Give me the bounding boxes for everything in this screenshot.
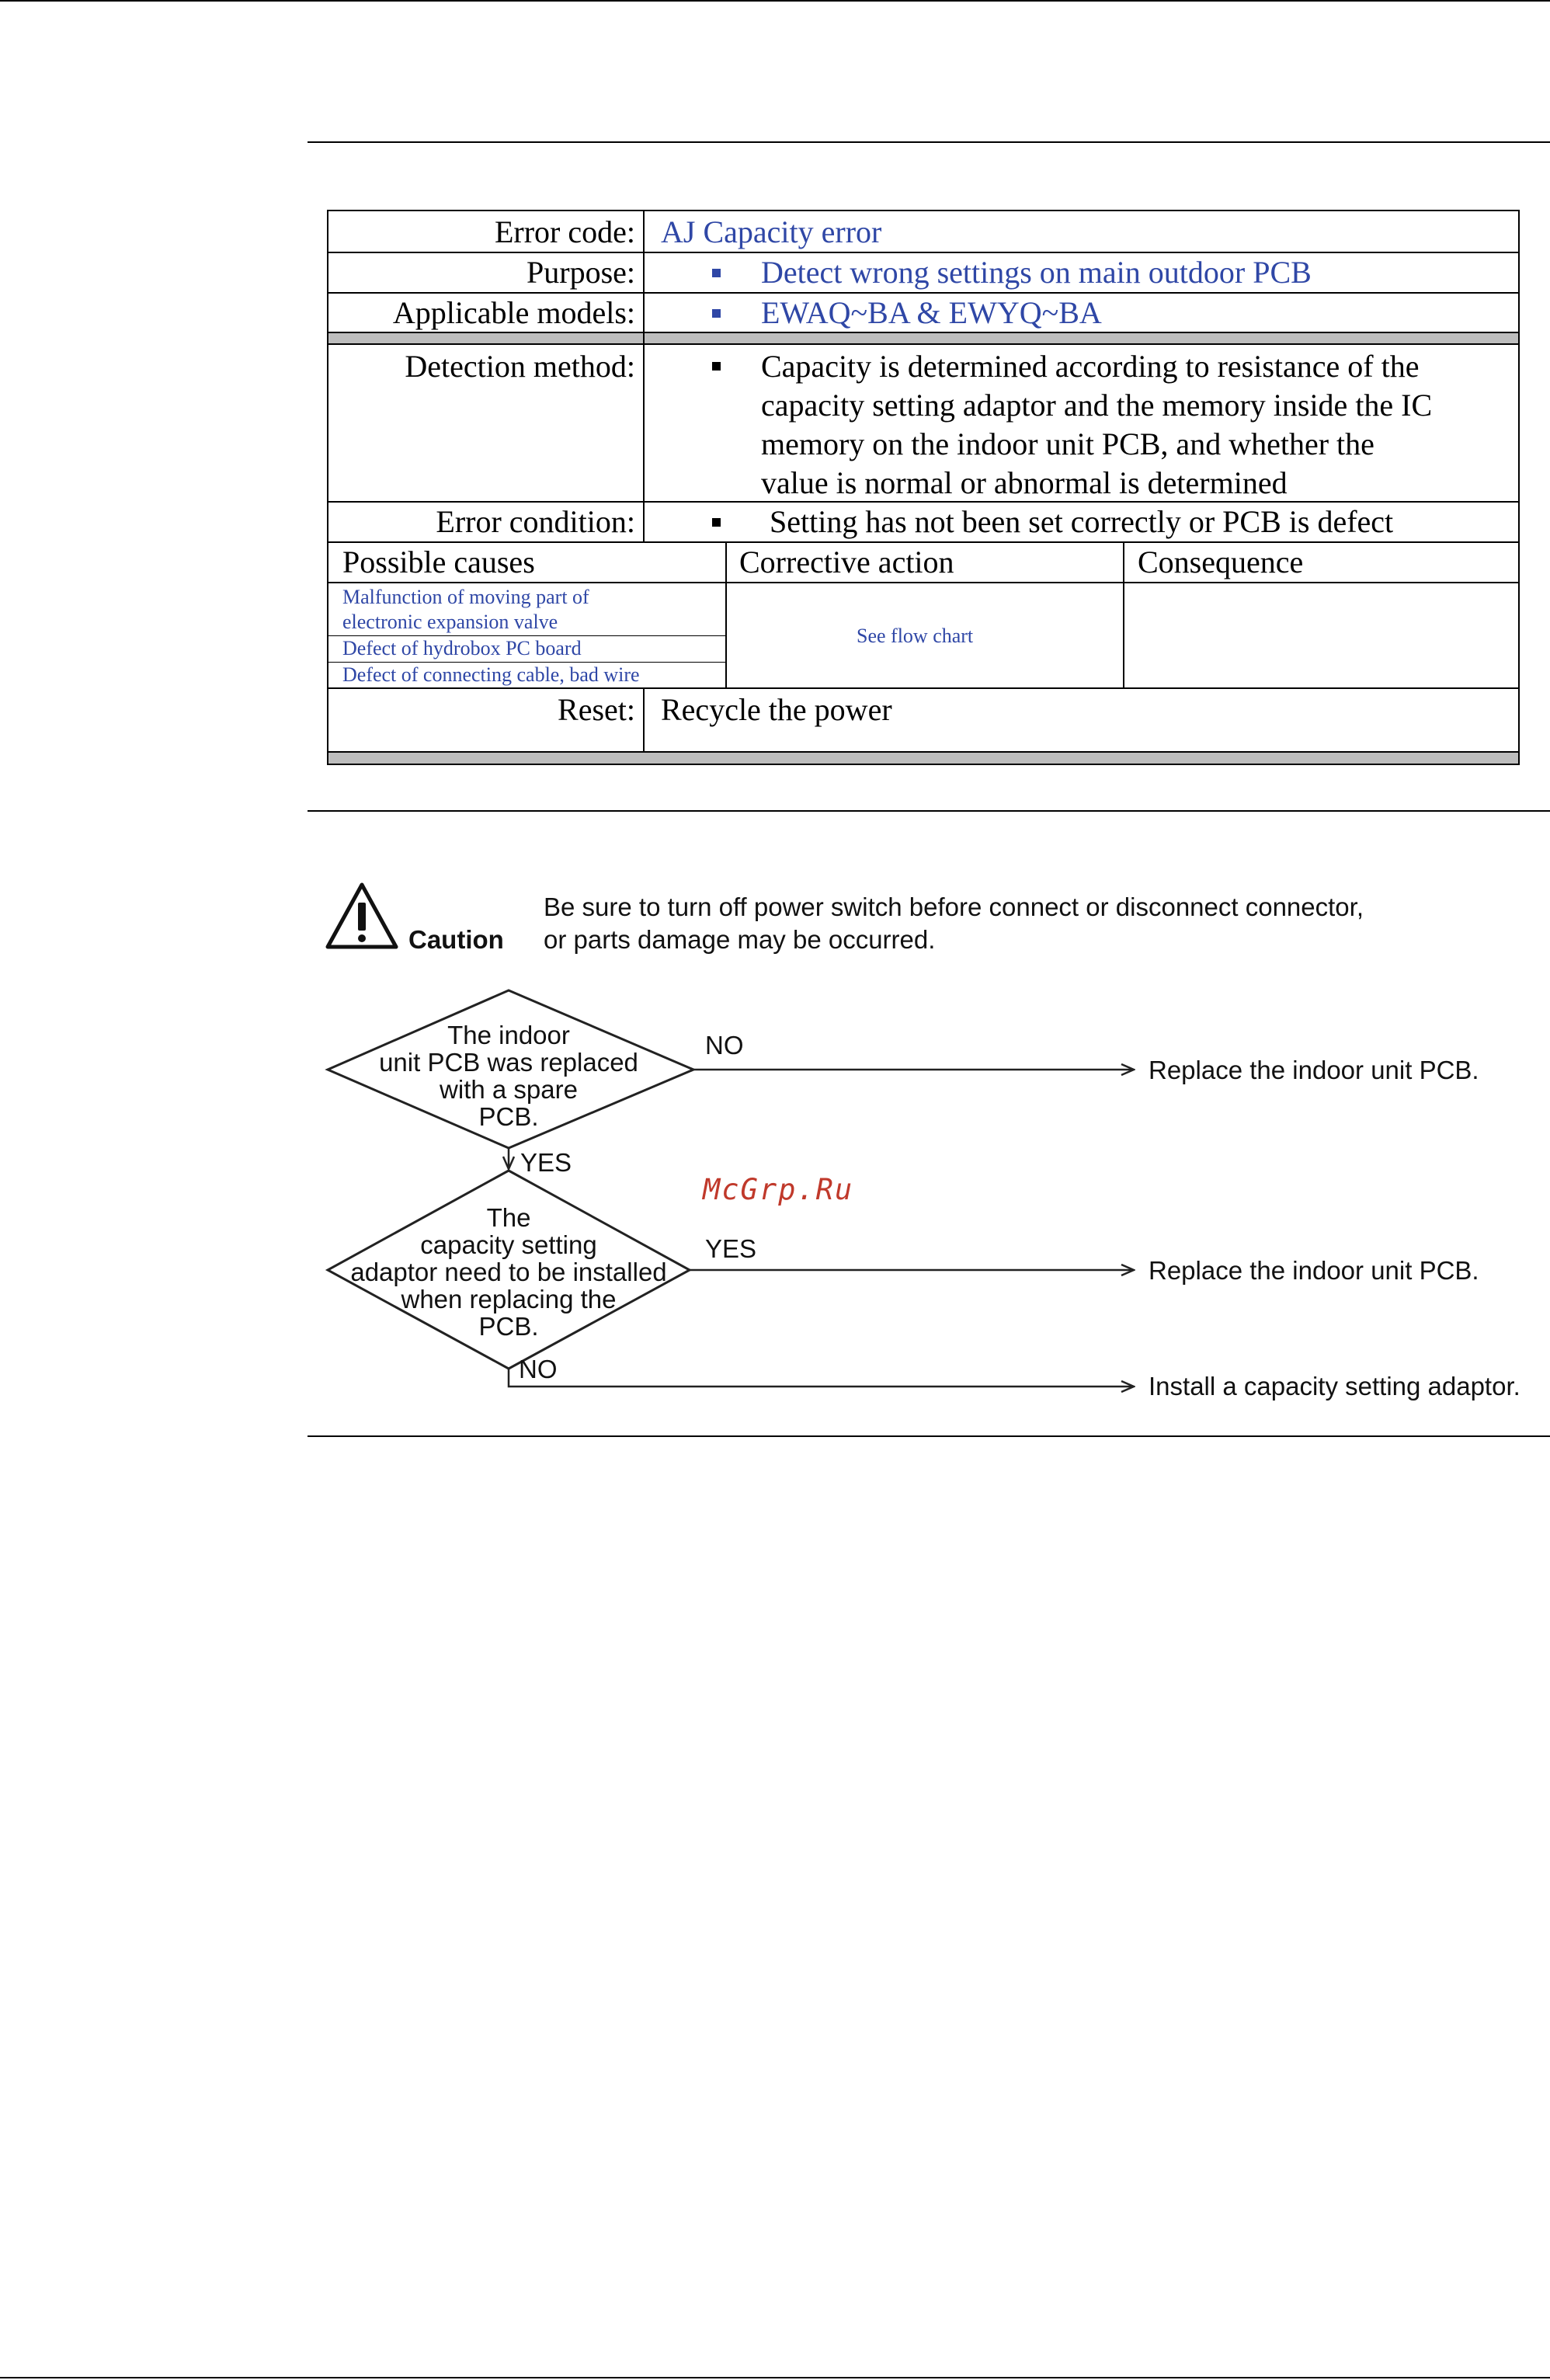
models-label: Applicable models: — [392, 295, 635, 330]
decision-line: The indoor — [447, 1021, 570, 1049]
decision-line: with a spare — [440, 1075, 578, 1104]
cause-item: Defect of hydrobox PC board — [342, 637, 582, 659]
detection-line: Capacity is determined according to resistance of the — [761, 349, 1420, 384]
models-value: EWAQ~BA & EWYQ~BA — [761, 295, 1102, 330]
detection-line: value is normal or abnormal is determined — [761, 465, 1288, 500]
reset-value: Recycle the power — [661, 692, 892, 727]
cause-item: Defect of connecting cable, bad wire — [342, 663, 640, 686]
caution-line: Be sure to turn off power switch before connect or disconnect connector, — [544, 893, 1364, 921]
detection-label: Detection method: — [405, 349, 635, 384]
q2-yes-label: YES — [705, 1234, 757, 1263]
q2-no-label: NO — [519, 1355, 558, 1383]
arrow-q2-no — [509, 1369, 1134, 1387]
decision-line: adaptor need to be installed — [350, 1258, 667, 1286]
q2-yes-result: Replace the indoor unit PCB. — [1149, 1256, 1479, 1285]
purpose-label: Purpose: — [527, 255, 635, 290]
action-value: See flow chart — [857, 625, 974, 647]
q2-no-result: Install a capacity setting adaptor. — [1149, 1372, 1520, 1401]
q1-yes-label: YES — [520, 1148, 572, 1177]
q1-no-label: NO — [705, 1031, 744, 1060]
condition-value: Setting has not been set correctly or PCB is defect — [770, 504, 1394, 539]
caution-line: or parts damage may be occurred. — [544, 925, 936, 954]
decision-1-text — [353, 1021, 664, 1130]
decision-line: unit PCB was replaced — [379, 1048, 638, 1077]
header-action: Corrective action — [739, 545, 954, 579]
error-code-value: AJ Capacity error — [661, 214, 882, 249]
detection-line: capacity setting adaptor and the memory inside the IC — [761, 388, 1433, 423]
error-code-label: Error code: — [494, 214, 635, 249]
detection-line: memory on the indoor unit PCB, and whether the — [761, 426, 1374, 461]
cause-item: electronic expansion valve — [342, 611, 558, 633]
caution-title: Caution — [408, 925, 504, 954]
reset-label: Reset: — [558, 692, 635, 727]
cause-item: Malfunction of moving part of — [342, 586, 589, 608]
decision-line: when replacing the — [401, 1285, 617, 1314]
decision-line: PCB. — [478, 1312, 539, 1341]
decision-line: capacity setting — [420, 1230, 597, 1259]
condition-label: Error condition: — [436, 504, 635, 539]
header-consequence: Consequence — [1138, 545, 1304, 579]
watermark: McGrp.Ru — [703, 1173, 854, 1206]
decision-line: The — [486, 1203, 531, 1232]
purpose-value: Detect wrong settings on main outdoor PCB — [761, 255, 1312, 290]
decision-2-text — [330, 1204, 687, 1340]
header-causes: Possible causes — [342, 545, 535, 579]
q1-no-result: Replace the indoor unit PCB. — [1149, 1056, 1479, 1084]
decision-line: PCB. — [478, 1102, 539, 1131]
